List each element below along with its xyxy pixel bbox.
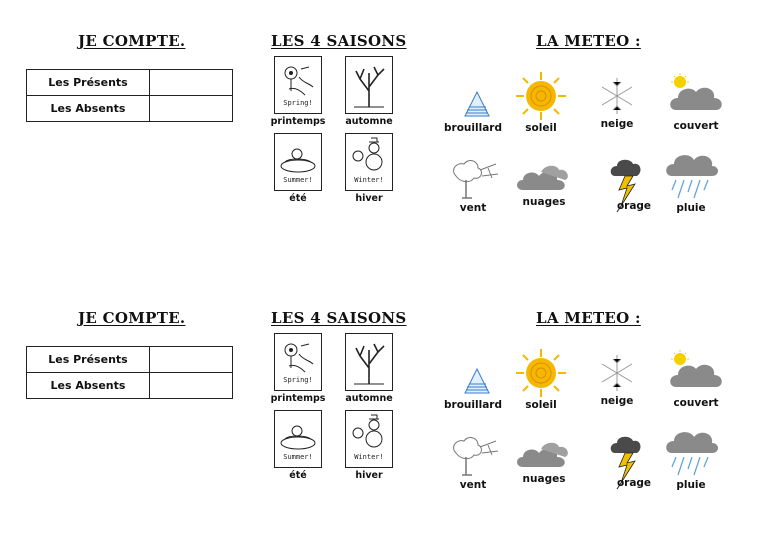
season-summer (267, 410, 329, 481)
weather-label: orage (616, 200, 652, 212)
sheet-top (0, 0, 768, 270)
weather-title: LA METEO : (536, 309, 641, 327)
fog-icon (453, 86, 493, 122)
autumn-tree-icon (346, 334, 392, 390)
svg-text:Spring!: Spring! (283, 99, 313, 107)
weather-clouds (511, 435, 577, 485)
sun-icon (514, 347, 568, 399)
season-spring (267, 333, 329, 404)
table-row (27, 70, 233, 96)
sun-icon (514, 70, 568, 122)
weather-label: neige (600, 395, 634, 407)
seasons-title: LES 4 SAISONS (271, 32, 407, 50)
season-label: été (289, 470, 307, 481)
weather-label: vent (459, 202, 487, 214)
season-label: automne (345, 116, 393, 127)
weather-label: orage (616, 477, 652, 489)
weather-overcast (663, 349, 729, 409)
season-label: hiver (355, 193, 383, 204)
attendance-table (26, 346, 233, 399)
weather-sun (508, 347, 574, 411)
weather-label: couvert (673, 397, 719, 409)
season-label: printemps (270, 116, 326, 127)
weather-sun (508, 70, 574, 134)
weather-label: brouillard (444, 399, 502, 411)
weather-overcast (663, 72, 729, 132)
weather-rain (658, 150, 724, 214)
season-autumn (338, 56, 400, 127)
svg-text:Summer!: Summer! (283, 453, 313, 461)
table-row (27, 347, 233, 373)
weather-label: soleil (525, 122, 557, 134)
wind-icon (446, 156, 500, 202)
snowflake-icon (597, 74, 637, 118)
attendance-table (26, 69, 233, 122)
weather-label: pluie (676, 202, 706, 214)
season-winter (338, 133, 400, 204)
seasons-title: LES 4 SAISONS (271, 309, 407, 327)
spring-icon (275, 334, 321, 390)
rain-icon (662, 150, 720, 202)
present-count-cell[interactable] (150, 70, 233, 96)
svg-text:Spring!: Spring! (283, 376, 313, 384)
weather-label: neige (600, 118, 634, 130)
weather-label: soleil (525, 399, 557, 411)
count-title: JE COMPTE. (78, 309, 186, 327)
snowflake-icon (597, 351, 637, 395)
weather-label: nuages (522, 473, 566, 485)
season-label: automne (345, 393, 393, 404)
clouds-icon (515, 158, 573, 196)
weather-snow (584, 74, 650, 130)
season-spring (267, 56, 329, 127)
table-row (27, 373, 233, 399)
weather-fog (440, 86, 506, 134)
count-title: JE COMPTE. (78, 32, 186, 50)
weather-label: pluie (676, 479, 706, 491)
weather-label: vent (459, 479, 487, 491)
weather-label: couvert (673, 120, 719, 132)
clouds-icon (515, 435, 573, 473)
absent-label: Les Absents (27, 96, 150, 122)
winter-snowman-icon (346, 134, 392, 190)
svg-text:Winter!: Winter! (354, 176, 384, 184)
absent-label: Les Absents (27, 373, 150, 399)
weather-storm (594, 433, 660, 489)
overcast-icon (666, 349, 726, 397)
present-count-cell[interactable] (150, 347, 233, 373)
season-label: été (289, 193, 307, 204)
sheet-bottom (0, 277, 768, 547)
weather-storm (594, 156, 660, 212)
weather-wind (440, 156, 506, 214)
spring-icon (275, 57, 321, 113)
weather-snow (584, 351, 650, 407)
season-autumn (338, 333, 400, 404)
present-label: Les Présents (27, 347, 150, 373)
table-row (27, 96, 233, 122)
svg-text:Summer!: Summer! (283, 176, 313, 184)
fog-icon (453, 363, 493, 399)
svg-text:Winter!: Winter! (354, 453, 384, 461)
weather-wind (440, 433, 506, 491)
present-label: Les Présents (27, 70, 150, 96)
overcast-icon (666, 72, 726, 120)
weather-label: nuages (522, 196, 566, 208)
season-winter (338, 410, 400, 481)
summer-icon (275, 134, 321, 190)
season-label: printemps (270, 393, 326, 404)
weather-clouds (511, 158, 577, 208)
weather-fog (440, 363, 506, 411)
weather-title: LA METEO : (536, 32, 641, 50)
weather-rain (658, 427, 724, 491)
rain-icon (662, 427, 720, 479)
absent-count-cell[interactable] (150, 373, 233, 399)
autumn-tree-icon (346, 57, 392, 113)
weather-label: brouillard (444, 122, 502, 134)
summer-icon (275, 411, 321, 467)
wind-icon (446, 433, 500, 479)
winter-snowman-icon (346, 411, 392, 467)
season-label: hiver (355, 470, 383, 481)
absent-count-cell[interactable] (150, 96, 233, 122)
season-summer (267, 133, 329, 204)
